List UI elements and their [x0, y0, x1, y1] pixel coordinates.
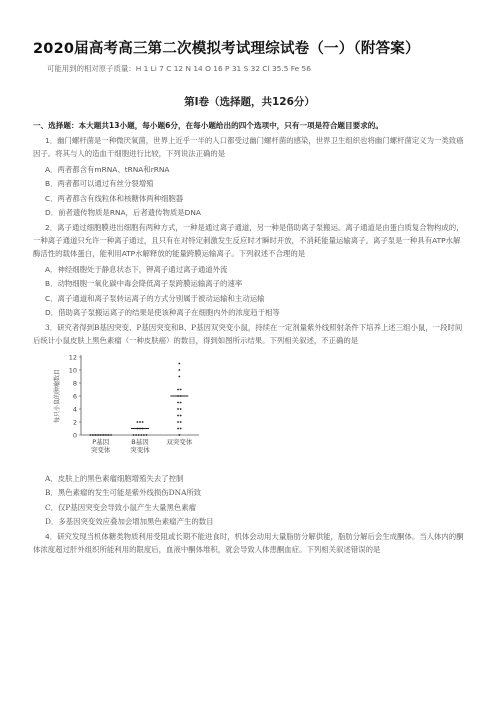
category-label: 突变体	[90, 446, 111, 454]
data-point	[177, 415, 179, 417]
question-2-option-a: A．神经细胞处于静息状态下，钾离子通过离子通道外流	[45, 264, 228, 274]
question-2-option-d: D．借助离子泵搬运离子的结果是使该种离子在细胞内外的浓度趋于相等	[45, 308, 280, 317]
data-point	[180, 428, 182, 430]
y-tick-label: 12	[68, 353, 77, 362]
question-2-option-c: C．离子通道和离子泵转运离子的方式分别属于被动运输和主动运输	[45, 293, 265, 303]
question-1-stem: 1．幽门螺杆菌是一种微厌氧菌，世界上近乎一半的人口都受过幽门螺杆菌的感染，世界卫生组织也将幽门螺杆菌定义为一类致癌因子。将其与人的造血干细胞进行比较，下列说法正确的是	[33, 136, 464, 158]
question-1-option-b: B．两者都可以通过有丝分裂增殖	[45, 179, 154, 188]
data-point	[177, 389, 179, 391]
data-point	[178, 434, 180, 436]
data-point	[178, 369, 180, 371]
data-point	[180, 421, 182, 423]
question-1-option-a: A．两者都含有mRNA、tRNA和rRNA	[45, 164, 170, 174]
category-label: B基因	[131, 438, 149, 446]
question-1-option-c: C．两者都含有线粒体和核糖体两种细胞器	[45, 193, 184, 203]
atomic-masses-note: 可能用到的相对原子质量：H 1 Li 7 C 12 N 14 O 16 P 31 S 32 Cl 35.5 Fe 56	[47, 64, 311, 73]
y-tick-label: 0	[72, 431, 77, 440]
question-2-option-b: B．动物细胞一氧化碳中毒会降低离子泵跨膜运输离子的速率	[45, 279, 243, 288]
data-point	[178, 376, 180, 378]
category-label: P基因	[92, 438, 110, 446]
tumor-count-figure	[33, 351, 466, 469]
question-1-option-d: D．前者遗传物质是RNA，后者遗传物质是DNA	[45, 208, 201, 217]
question-3-stem: 3．研究者得到B基因突变、P基因突变和B、P基因双突变小鼠，持续在一定剂量紫外线照射条件下培养上述三组小鼠，一段时间后统计小鼠皮肤上黑色素瘤（一种皮肤癌）的数目，得到如图所示结果。下列相关叙述，不正确的是	[33, 323, 463, 345]
question-4-stem: 4．研究发现当机体糖类物质利用受阻或长期不能进食时，机体会动用大量脂肪分解供能，脂肪分解后会生成酮体。当人体内的酮体浓度超过肝外组织所能利用的限度后，血液中酮体堆积，就会导致人体患酮血症。下列相关叙述错误的是	[33, 532, 464, 554]
y-tick-label: 6	[72, 392, 77, 401]
data-point	[133, 434, 135, 436]
data-point	[180, 389, 182, 391]
data-point	[138, 434, 140, 436]
data-point	[110, 434, 112, 436]
data-point	[180, 415, 182, 417]
data-point	[143, 434, 145, 436]
data-point	[146, 434, 148, 436]
question-3-option-b: B．黑色素瘤的发生可能是紫外线损伤DNA所致	[45, 488, 202, 497]
data-point	[180, 402, 182, 404]
question-3-option-d: D．多基因突变效应叠加会增加黑色素瘤产生的数目	[45, 517, 214, 526]
question-3-option-a: A．皮肤上的黑色素瘤细胞增殖失去了控制	[45, 473, 184, 483]
data-point	[177, 428, 179, 430]
data-point	[142, 421, 144, 423]
category-label: 突变体	[130, 446, 150, 454]
question-3-option-c: C．仅P基因突变会导致小鼠产生大量黑色素瘤	[45, 502, 197, 512]
category-label: 双突变体	[166, 438, 193, 446]
data-point	[177, 408, 179, 410]
tumor-scatter-chart	[49, 351, 209, 469]
page-title: 2020届高考高三第二次模拟考试理综试卷（一）（附答案）	[33, 41, 420, 57]
data-point	[89, 434, 91, 436]
data-point	[139, 421, 141, 423]
question-2-stem: 2．离子通过细胞膜进出细胞有两种方式，一种是通过离子通道，另一种是借助离子泵搬运。离子通道是由蛋白质复合物构成的，一种离子通道只允许一种离子通过，且只有在对特定刺激发生反应时才瞬时开放，不消耗能量运输离子。离子泵是一种具有ATP水解酶活性的载体蛋白，能利用ATP水解释放的能量跨膜运输离子。下列叙述不合理的是	[33, 223, 464, 258]
part-intro: 一、选择题：本大题共13小题，每小题6分，在每小题给出的四个选项中，只有一项是符合题目要求的。	[33, 121, 383, 130]
data-point	[180, 408, 182, 410]
data-point	[137, 421, 139, 423]
data-point	[177, 402, 179, 404]
y-tick-label: 8	[72, 379, 77, 388]
data-point	[178, 363, 180, 365]
y-tick-label: 4	[72, 405, 77, 414]
data-point	[140, 434, 142, 436]
y-tick-label: 2	[72, 418, 77, 427]
y-tick-label: 10	[68, 366, 77, 375]
y-axis-label: 每只小鼠的肿瘤数目	[54, 368, 61, 424]
data-point	[177, 421, 179, 423]
section-heading: 第Ⅰ卷（选择题，共126分）	[184, 96, 315, 108]
data-point	[135, 434, 137, 436]
